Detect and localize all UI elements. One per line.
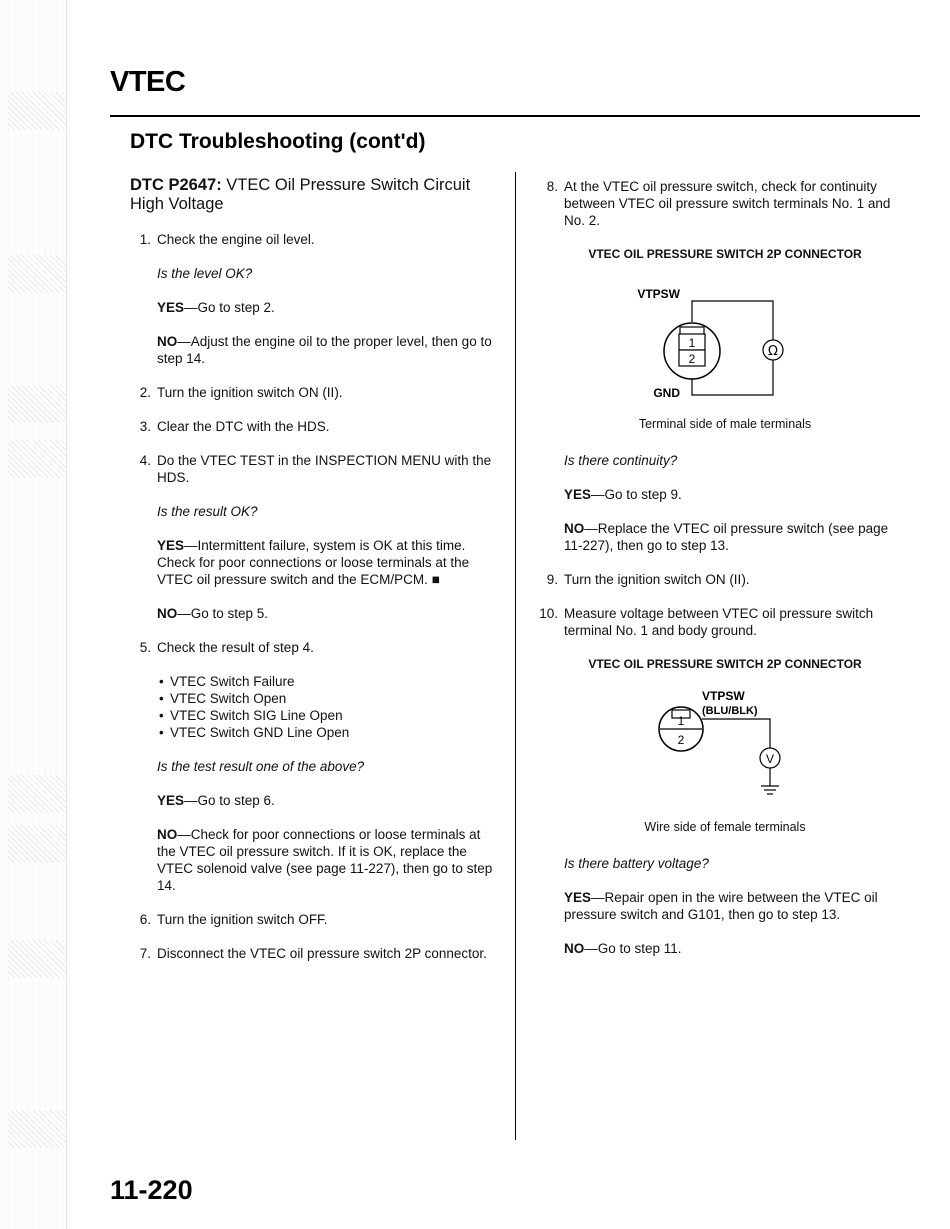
no-label: NO — [564, 941, 585, 956]
step-text: At the VTEC oil pressure switch, check for continuity between VTEC oil pressure switch terminals No. 1 and No. 2. — [564, 179, 891, 228]
diagram-caption: Terminal side of male terminals — [638, 417, 812, 431]
no-label: NO — [157, 606, 178, 621]
page-heading: DTC Troubleshooting (cont'd) — [130, 130, 426, 153]
step-7 — [130, 945, 500, 962]
connector-diagram-title: VTEC OIL PRESSURE SWITCH 2P CONNECTOR — [588, 247, 862, 261]
step-5 — [130, 639, 500, 656]
dtc-code: DTC P2647: — [130, 176, 222, 194]
vtpsw-label: VTPSW — [702, 689, 745, 703]
step-number: 7. — [139, 946, 151, 961]
dtc-heading — [130, 176, 500, 214]
step-text: Check the result of step 4. — [157, 640, 314, 655]
title-rule — [110, 115, 920, 117]
step-text: Check the engine oil level. — [157, 232, 315, 247]
step-8 — [530, 178, 910, 229]
step-number: 4. — [139, 453, 151, 468]
page-edge-line — [66, 0, 67, 1229]
step-number: 9. — [546, 572, 558, 587]
scan-noise — [8, 255, 66, 293]
voltage-diagram — [570, 685, 870, 813]
gnd-label: GND — [653, 386, 680, 400]
failure-list — [130, 673, 500, 741]
step-text: Clear the DTC with the HDS. — [157, 419, 330, 434]
test-wire — [702, 719, 770, 748]
pin-2-label: 2 — [677, 733, 685, 747]
diagram-caption: Wire side of female terminals — [644, 820, 806, 834]
list-item: • VTEC Switch SIG Line Open — [157, 707, 500, 724]
yes-label: YES — [157, 793, 185, 808]
yes-text: —Go to step 9. — [591, 487, 682, 502]
scan-noise — [8, 1110, 66, 1148]
step-question: Is there battery voltage? — [564, 856, 709, 871]
continuity-diagram — [570, 275, 870, 410]
step-9 — [530, 571, 910, 588]
yes-answer — [530, 889, 910, 923]
yes-answer — [130, 299, 500, 316]
step-3 — [130, 418, 500, 435]
no-text: —Adjust the engine oil to the proper level, then go to step 14. — [157, 334, 492, 366]
yes-text: —Go to step 2. — [184, 300, 275, 315]
step-text: Turn the ignition switch ON (II). — [157, 385, 343, 400]
no-label: NO — [564, 521, 585, 536]
step-number: 1. — [139, 232, 151, 247]
step-10 — [530, 605, 910, 639]
no-label: NO — [157, 827, 178, 842]
vtpsw-label: VTPSW — [637, 287, 680, 301]
yes-text: —Repair open in the wire between the VTEC oil pressure switch and G101, then go to step 13. — [564, 890, 878, 922]
no-label: NO — [157, 334, 178, 349]
section-title: VTEC — [110, 66, 186, 98]
step-question: Is the level OK? — [157, 266, 253, 281]
step-number: 10. — [539, 606, 558, 621]
step-text: Measure voltage between VTEC oil pressure switch terminal No. 1 and body ground. — [564, 606, 874, 638]
yes-answer — [130, 792, 500, 809]
step-1 — [130, 231, 500, 248]
no-answer — [130, 826, 500, 894]
step-2 — [130, 384, 500, 401]
pin-1-label: 1 — [677, 714, 685, 728]
scan-noise — [8, 92, 66, 130]
pin-2-label: 2 — [688, 352, 696, 366]
dtc-title: VTEC Oil Pressure Switch Circuit High Voltage — [130, 176, 471, 213]
yes-label: YES — [157, 538, 185, 553]
scan-noise — [8, 775, 66, 813]
yes-label: YES — [157, 300, 185, 315]
yes-text: —Go to step 6. — [184, 793, 275, 808]
pin-1-label: 1 — [688, 336, 696, 350]
no-answer — [530, 940, 910, 957]
step-text: Turn the ignition switch ON (II). — [564, 572, 750, 587]
ohm-symbol: Ω — [768, 344, 778, 359]
step-number: 2. — [139, 385, 151, 400]
volt-symbol: V — [765, 752, 775, 766]
yes-text: —Intermittent failure, system is OK at this time. Check for poor connections or loose terminals at the VTEC oil pressure switch and the ECM/PCM. — [157, 538, 470, 587]
page-number: 11-220 — [110, 1175, 193, 1205]
scan-noise — [8, 385, 66, 423]
step-question: Is the test result one of the above? — [157, 759, 365, 774]
binding-margin — [0, 0, 70, 1229]
step-number: 5. — [139, 640, 151, 655]
column-divider — [515, 172, 516, 1140]
no-answer — [130, 333, 500, 367]
end-mark: ■ — [431, 572, 440, 587]
connector-diagram-title: VTEC OIL PRESSURE SWITCH 2P CONNECTOR — [588, 657, 862, 671]
right-column — [530, 178, 910, 974]
scan-noise — [8, 825, 66, 863]
yes-label: YES — [564, 890, 592, 905]
step-question: Is the result OK? — [157, 504, 258, 519]
yes-answer — [530, 486, 910, 503]
step-text: Do the VTEC TEST in the INSPECTION MENU with the HDS. — [157, 453, 492, 485]
no-text: —Go to step 5. — [177, 606, 269, 621]
step-number: 8. — [546, 179, 558, 194]
list-item: • VTEC Switch Failure — [157, 673, 500, 690]
no-text: —Go to step 11. — [584, 941, 682, 956]
step-4 — [130, 452, 500, 486]
list-item: • VTEC Switch Open — [157, 690, 500, 707]
list-item: • VTEC Switch GND Line Open — [157, 724, 500, 741]
yes-answer — [130, 537, 500, 588]
wire-color-label: (BLU/BLK) — [702, 705, 758, 717]
step-number: 6. — [139, 912, 151, 927]
left-column — [130, 176, 500, 979]
step-question: Is there continuity? — [564, 453, 678, 468]
no-answer — [530, 520, 910, 554]
step-number: 3. — [139, 419, 151, 434]
step-6 — [130, 911, 500, 928]
no-text: —Check for poor connections or loose terminals at the VTEC oil pressure switch. If it is OK, replace the VTEC solenoid valve (see page 11-227), then go to step 14. — [157, 827, 493, 893]
no-answer — [130, 605, 500, 622]
no-text: —Replace the VTEC oil pressure switch (see page 11-227), then go to step 13. — [564, 521, 889, 553]
ground-icon — [761, 786, 779, 794]
scan-noise — [8, 940, 66, 978]
scan-noise — [8, 440, 66, 478]
yes-label: YES — [564, 487, 592, 502]
step-text: Turn the ignition switch OFF. — [157, 912, 328, 927]
step-text: Disconnect the VTEC oil pressure switch 2P connector. — [157, 946, 487, 961]
